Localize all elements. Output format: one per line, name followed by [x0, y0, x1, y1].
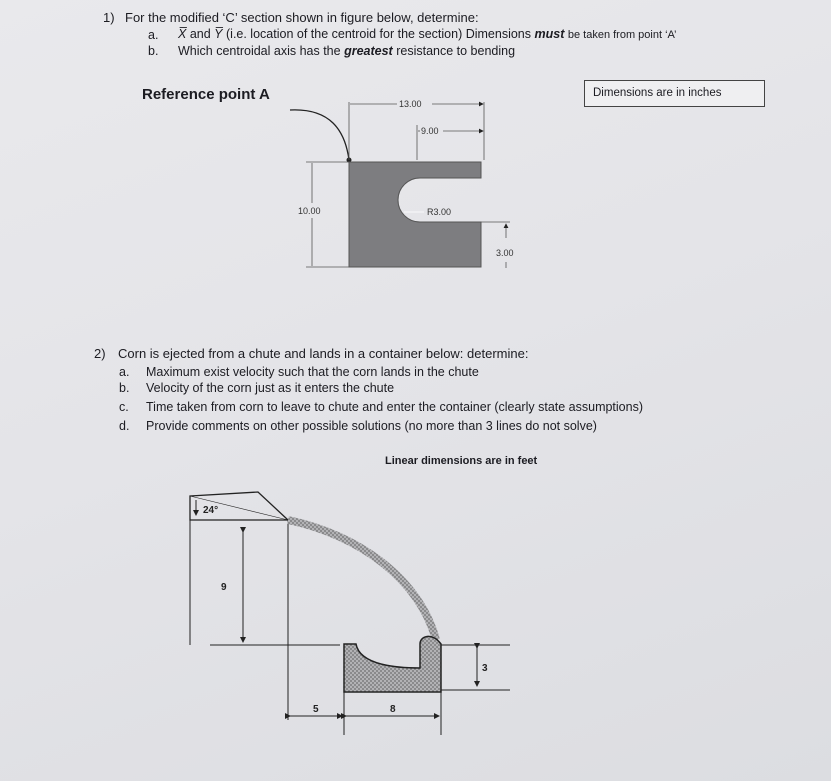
- dim-3-label: 3.00: [496, 248, 514, 258]
- q2-item-b: Velocity of the corn just as it enters the chute: [146, 381, 395, 395]
- item-a-text2: be taken from point ‘A’: [567, 29, 677, 41]
- c-section-shape: [349, 162, 481, 267]
- angle-label: 24°: [203, 505, 219, 516]
- and-word: and: [189, 27, 211, 41]
- greatest-word: greatest: [344, 44, 393, 58]
- reference-point-label: Reference point A: [142, 86, 270, 103]
- chute-figure: [190, 492, 510, 735]
- q2-item-a-marker: a.: [119, 365, 130, 379]
- item-b-text2: resistance to bending: [396, 44, 516, 58]
- q2-item-c: Time taken from corn to leave to chute and enter the container (clearly state assumptions): [146, 400, 644, 414]
- q1-item-a-marker: a.: [148, 28, 159, 42]
- dim-5ft-label: 5: [313, 704, 319, 715]
- dim-9-label: 9.00: [421, 126, 439, 136]
- q2-item-c-marker: c.: [119, 400, 129, 414]
- dimensions-note: Dimensions are in inches: [593, 87, 722, 99]
- ybar-symbol: Y̅: [214, 27, 223, 41]
- dim-13-label: 13.00: [399, 99, 422, 109]
- q1-item-b-marker: b.: [148, 44, 159, 58]
- container: [344, 636, 441, 692]
- dim-9ft-label: 9: [221, 582, 227, 593]
- reference-leader: [290, 110, 349, 160]
- q2-item-b-marker: b.: [119, 381, 130, 395]
- dim-8ft-label: 8: [390, 704, 396, 715]
- xbar-symbol: X̅: [178, 27, 187, 41]
- must-word: must: [534, 27, 565, 41]
- c-section-figure: [290, 99, 514, 268]
- feet-units-note: Linear dimensions are in feet: [385, 455, 538, 467]
- item-b-text: Which centroidal axis has the: [178, 44, 341, 58]
- corn-trajectory: [288, 520, 436, 640]
- item-a-text: (i.e. location of the centroid for the section) Dimensions: [226, 27, 532, 41]
- q2-number: 2): [94, 346, 106, 361]
- q2-prompt: Corn is ejected from a chute and lands in a container below: determine:: [118, 346, 529, 361]
- dim-10-label: 10.00: [298, 206, 321, 216]
- q2-item-d-marker: d.: [119, 419, 130, 433]
- q2-item-d: Provide comments on other possible solutions (no more than 3 lines do not solve): [146, 419, 597, 433]
- dim-3ft-label: 3: [482, 663, 488, 674]
- q2-item-a: Maximum exist velocity such that the corn lands in the chute: [146, 365, 479, 379]
- q1-prompt: For the modified ‘C’ section shown in figure below, determine:: [125, 10, 479, 25]
- dim-r3-label: R3.00: [427, 207, 452, 217]
- q1-number: 1): [103, 10, 115, 25]
